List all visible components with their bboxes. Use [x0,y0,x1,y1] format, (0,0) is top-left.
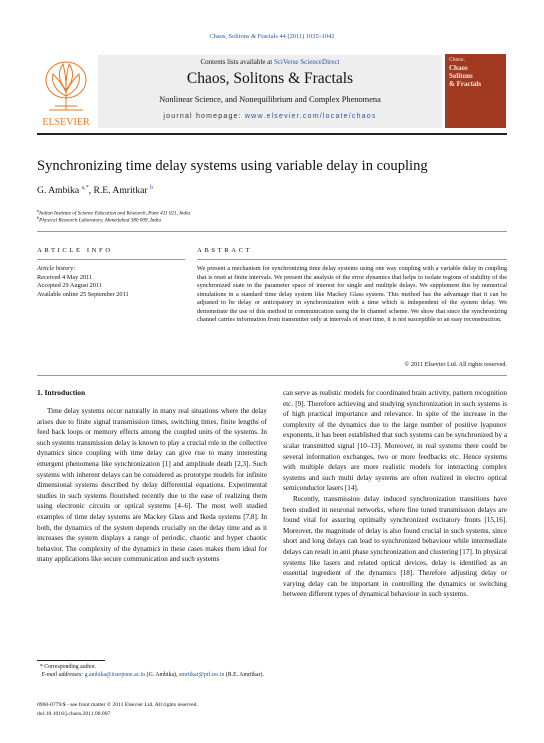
corresponding-label: Corresponding author. [44,664,97,670]
email-link[interactable]: g.ambika@iiserpune.ac.in [84,671,146,678]
paper-title: Synchronizing time delay systems using variable delay in coupling [37,158,428,174]
affiliation [37,215,161,224]
journal-subtitle: Nonlinear Science, and Nonequilibrium and Complex Phenomena [159,95,381,104]
homepage-prefix: journal homepage: [163,113,245,120]
issn-line: 0960-0779/$ - see front matter © 2011 Elsevier Ltd. All rights reserved. [37,702,198,708]
doi-link[interactable]: doi:10.1016/j.chaos.2011.08.007 [37,710,111,717]
elsevier-logo [37,56,95,128]
author-name: G. Ambika [37,185,80,197]
email-label: E-mail addresses: [41,671,84,678]
divider [197,259,507,260]
journal-reference[interactable]: Chaos, Solitons & Fractals 44 (2011) 1035–1042 [209,33,335,40]
author-list [37,185,153,196]
body-paragraph: Time delay systems occur naturally in many real situations where the delay arises due to finite signal transmission times, switching times, finite lengths of feed back loops or memory effects among the coupled units of the systems. In such systems transmission delay is known to play a crucial role in the collective dynamics since coupling with time delay can give rise to many interesting emergent phenomena like synchronization [1] and amplitude death [2,3]. Such systems with inherent delays can be considered as prototype models for infinite dimensional systems described by delay differential equations. Experimental studies in such systems flourished recently due to the ease of realizing them using electronic circuits or optical systems [4–6]. The most well studied examples of time delay systems are Mackey Glass and Ikeda systems [7,8]. In both, the dynamics of the system depends crucially on the delay time and as it increases the system displays a range of periodic, chaotic and hyper chaotic behavior. The complexity of the dynamics in these cases makes them ideal for many applications like secure communication and such systems [37,407,267,564]
contents-availability [98,58,442,66]
cover-label: Chaos, [449,57,465,63]
history-item: Available online 25 September 2011 [37,290,129,298]
copyright-notice: © 2011 Elsevier Ltd. All rights reserved. [404,361,507,368]
footnotes [37,664,267,680]
section-heading: 1. Introduction [37,388,86,397]
divider [37,259,185,260]
author-affiliation-marker[interactable]: a,* [81,185,89,191]
history-item: Accepted 29 August 2011 [37,282,102,290]
body-paragraph: Recently, transmission delay induced synchronization transitions have been studied in neuronal networks, where fine tuned transmission delays are found vital for assuring optimally synchronized excitatory fronts [15,16]. Moreover, the magnitude of delay is also found crucial in such systems, since short and long delays can lead to synchronized behaviour while intermediate delays can result in anti phase synchronization and clustering [17]. In physical systems like lasers and related optical devices, delay is identified as an essential ingredient of the dynamics [18]. Therefore adjusting delay or varying delay can be important in controlling the dynamics or switching between different types of dynamical behaviour in such systems. [283,494,507,599]
email-link[interactable]: amritkar@prl.res.in [178,671,225,678]
email-note [37,672,267,680]
abstract-heading: ABSTRACT [197,247,253,254]
affiliation-text: Indian Institute of Science Education and Research, Pune 411 021, India [39,210,191,217]
cover-title: Chaos Solitons & Fractals [449,64,482,88]
author-name: R.E. Amritkar [93,185,148,197]
history-item: Received 4 May 2011 [37,273,93,281]
divider [37,375,507,376]
sciencedirect-link[interactable]: SciVerse ScienceDirect [274,58,340,66]
email-owner: (G. Ambika), [146,671,178,678]
affiliation-marker: b [37,215,40,220]
article-history [37,265,129,299]
article-info-heading: ARTICLE INFO [37,247,113,254]
affiliation-text: Physical Research Laboratory, Ahmedabad 380 009, India [39,217,162,224]
affiliation-marker: a [37,208,40,213]
issn-doi-block [37,701,198,719]
corresponding-author-note: * Corresponding author. [37,664,97,670]
abstract-text: We present a mechanism for synchronizing time delay systems using one way coupling with a variable delay in coupling that is reset at finite intervals. We present the analysis of the error dynamics that helps to isolate regions of stability of the synchronized state in the parameter space of interest for single and multiple delays. We supplement this by numerical simulations in a standard time delay system like Mackey Glass system. This method has the advantage that it can be adjusted to be delay or anticipatory in synchronization with a time which is independent of the system delay. We demonstrate the use of this method in communication using the bi channel scheme. We show that since the synchronizing channel carries information from transmitter only at intervals of reset time, it is not susceptible to an easy reconstruction. [197,265,507,324]
article-history-heading: Article history: [37,265,76,272]
divider [37,231,507,232]
homepage-link[interactable]: www.elsevier.com/locate/chaos [244,113,377,120]
email-owner: (R.E. Amritkar). [225,671,264,678]
body-paragraph: can serve as realistic models for coordinated brain activity, pattern recognition etc. [9]. Therefore achieving and studying synchronization in such systems is of high practical importance and relevance. In spite of the increase in the complexity of the dynamics due to the large number of positive lyapunov exponents, it has been established that such systems can be synchronized by a scalar transmitted signal [10–13]. Moreover, in real systems there could be several information exchanges, two or more feedbacks etc. Hence systems with multiple delays are more realistic models for interacting complex systems and such multi delay systems are often realized in electro optical semiconductor lasers [14]. [283,389,507,493]
contents-prefix: Contents lists available at [200,58,274,66]
right-column [283,388,507,600]
footnote-rule [37,660,105,661]
author-affiliation-marker[interactable]: b [149,185,153,191]
journal-title: Chaos, Solitons & Fractals [186,70,354,87]
author-separator: , [88,185,94,197]
elsevier-wordmark: ELSEVIER [42,117,90,128]
journal-homepage [98,113,442,120]
masthead-rule [37,133,507,135]
